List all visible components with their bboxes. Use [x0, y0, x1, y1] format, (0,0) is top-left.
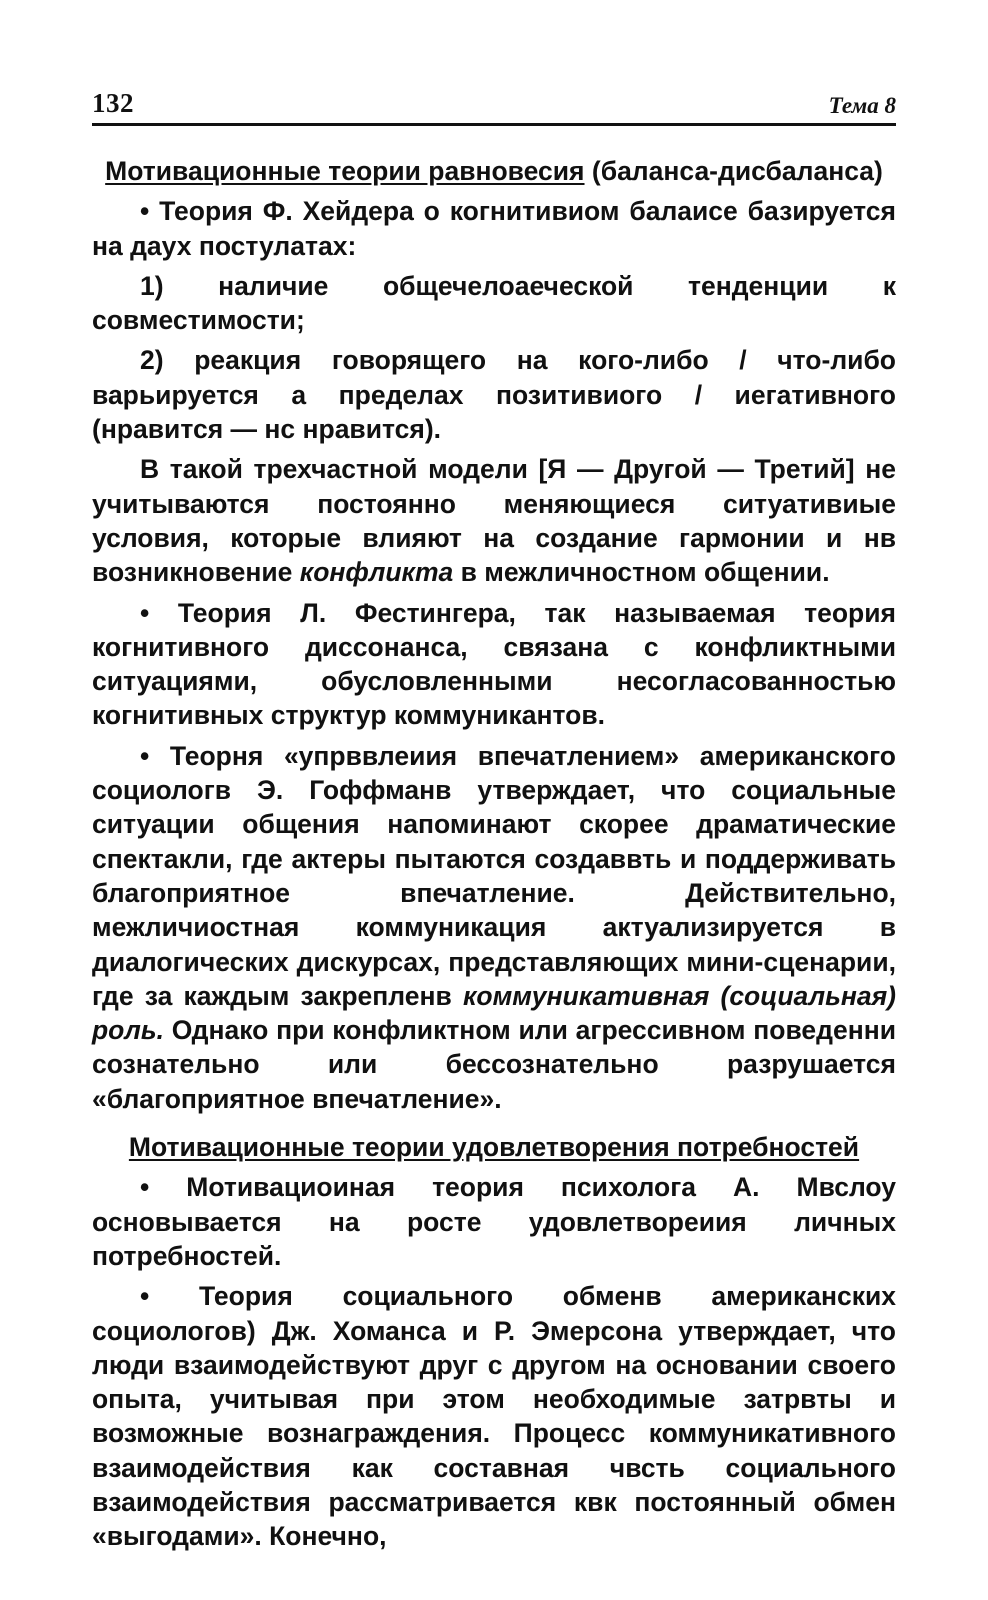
- paragraph-maslow: • Мотивациоиная теория психолога А. Мвслоу основывается на росте удовлетвореиия личных потребностей.: [92, 1172, 896, 1271]
- paragraph-goffman: [92, 739, 896, 1116]
- heading-underlined: Мотивационные теории удовлетворения потребностей: [128, 1132, 860, 1163]
- italic-term-role: коммуникативная (социальная) роль.: [92, 980, 897, 1046]
- paragraph-postulate-1: 1) наличие общечелоаеческой тенденции к совместимости;: [92, 270, 896, 336]
- page-number: 132: [92, 88, 134, 118]
- heading-rest: (баланса-дисбаланса): [584, 156, 883, 186]
- text-run: в межличностном общении.: [453, 557, 830, 588]
- paragraph-festinger: • Теория Л. Фестингера, так называемая теория когнитивного диссонанса, связана с конфликтными ситуациями, обусловленными несогласованностью когнитивных структур коммуникантов.: [92, 597, 896, 731]
- heading-underlined: Мотивационные теории равновесия: [105, 156, 585, 186]
- paragraph-triad-model: [92, 452, 896, 589]
- text-run: Однако при конфликтном или агрессивном поведенни сознательно или бессознательно разрушается «благоприятное впечатление».: [92, 1015, 896, 1114]
- paragraph-heider: • Теория Ф. Хейдера о когнитивиом балаисе базируется на даух постулатах:: [92, 196, 896, 261]
- page-header: [92, 88, 896, 126]
- running-title: Тема 8: [828, 93, 896, 118]
- section-heading-equilibrium: [92, 154, 896, 188]
- text-run: В такой трехчастной модели [Я — Другой — Третий] не учитываются постоянно меняющиеся ситуативиые условия, которые влияют на создание гармонии и нв возникновение: [92, 454, 896, 588]
- italic-term-conflict: конфликта: [299, 557, 454, 588]
- section-heading-needs: [92, 1130, 896, 1164]
- paragraph-postulate-2: 2) реакция говорящего на кого-либо / что-либо варьируется а пределах позитивиого / иегативного (нравится — нс нравится).: [92, 345, 896, 445]
- text-run: • Теорня «упрввлеиия впечатлением» американского социологв Э. Гоффманв утверждает, что социальные ситуации общения напоминают скорее драматические спектакли, где актеры пытаются создаввть и поддерживать благоприятное впечатление. Действительно, межличиостная коммуникация актуализируется в диалогических дискурсах, представляющих мини-сценарии, где за каждым закрепленв: [92, 740, 896, 1011]
- page-body: [92, 154, 896, 1554]
- paragraph-social-exchange: • Теория социального обменв американских социологов) Дж. Хоманса и Р. Эмерсона утверждает, что люди взаимодействуют друг с другом на основании своего опыта, учитывая при этом необходимые затрвты и возможные вознаграждения. Процесс коммуникативного взаимодействия как составная чвсть социального взаимодействия рассматривается квк постоянный обмен «выгодами». Конечно,: [92, 1281, 896, 1552]
